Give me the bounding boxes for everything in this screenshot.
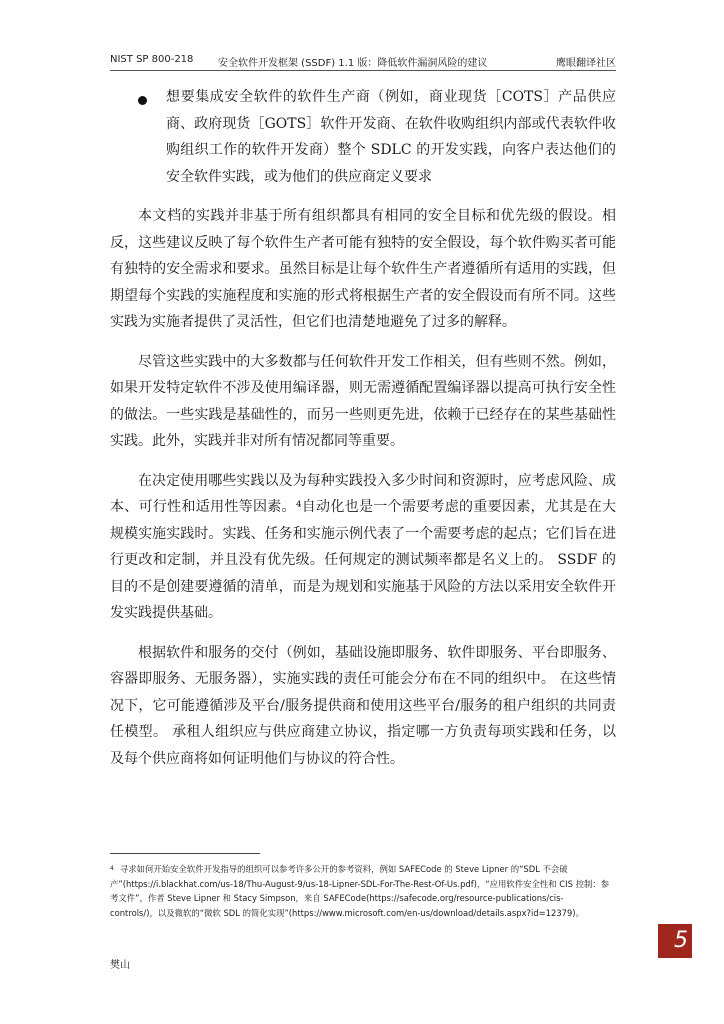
paragraph-2: 尽管这些实践中的大多数都与任何软件开发工作相关，但有些则不然。例如，如果开发特定软件不涉及使用编译器，则无需遵循配置编译器以提高可执行安全性的做法。一些实践是基础性的，而另一些则更先进，依赖于已经存在的某些基础性实践。此外，实践并非对所有情况都同等重要。 xyxy=(110,353,616,449)
footnote-marker: 4 xyxy=(110,865,114,872)
bullet-item xyxy=(110,84,616,190)
header-doc-id: NIST SP 800-218 xyxy=(110,54,194,65)
header-divider xyxy=(110,70,616,71)
footnote-divider xyxy=(110,853,260,854)
translator-name: 樊山 xyxy=(110,960,130,971)
footnote xyxy=(110,862,610,920)
header-doc-title: 安全软件开发框架 (SSDF) 1.1 版：降低软件漏洞风险的建议 xyxy=(218,58,488,69)
bullet-text: 想要集成安全软件的软件生产商（例如，商业现货［COTS］产品供应商、政府现货［GOTS］软件开发商、在软件收购组织内部或代表软件收购组织工作的软件开发商）整个 SDLC 的开发实践，向客户表达他们的安全软件实践，或为他们的供应商定义要求 xyxy=(166,89,616,185)
paragraph-4: 根据软件和服务的交付（例如，基础设施即服务、软件即服务、平台即服务、容器即服务、无服务器），实施实践的责任可能会分布在不同的组织中。 在这些情况下，它可能遵循涉及平台/服务提供商和使用这些平台/服务的租户组织的共同责任模型。 承租人组织应与供应商建立协议，指定哪一方负责每项实践和任务，以及每个供应商将如何证明他们与协议的符合性。 xyxy=(110,644,616,767)
header-publisher: 鹰眼翻译社区 xyxy=(556,58,616,69)
paragraph-1: 本文档的实践并非基于所有组织都具有相同的安全目标和优先级的假设。相反，这些建议反映了每个软件生产者可能有独特的安全假设，每个软件购买者可能有独特的安全需求和要求。虽然目标是让每个软件生产者遵循所有适用的实践，但期望每个实践的实施程度和实施的形式将根据生产者的安全假设而有所不同。这些实践为实施者提供了灵活性，但它们也清楚地避免了过多的解释。 xyxy=(110,208,616,330)
footnote-text: 寻求如何开始安全软件开发指导的组织可以参考许多公开的参考资料，例如 SAFECode 的 Steve Lipner 的“SDL 不会破产”(https://i.blackhat.com/us-18/Thu-August-9/us-18-Lipner-SDL-For-The-Rest-Of-Us.pdf)，“应用软件安全性和 CIS 控制：参考文件”，作者 Steve Lipner 和 Stacy Simpson，来自 SAFECode(https://safecode.org/resource-publications/cis-controls/)，以及微软的“微软 SDL 的简化实现”(https://www.microsoft.com/en-us/download/details.aspx?id=12379)。 xyxy=(110,864,610,918)
page-number-badge: 5 xyxy=(658,924,692,958)
page-header xyxy=(110,52,616,70)
main-content xyxy=(110,84,616,772)
bullet-dot-icon xyxy=(138,96,147,105)
paragraph-3: 在决定使用哪些实践以及为每种实践投入多少时间和资源时，应考虑风险、成本、可行性和适用性等因素。⁴自动化也是一个需要考虑的重要因素，尤其是在大规模实施实践时。实践、任务和实施示例代表了一个需要考虑的起点；它们旨在进行更改和定制，并且没有优先级。任何规定的测试频率都是名义上的。 SSDF 的目的不是创建要遵循的清单，而是为规划和实施基于风险的方法以采用安全软件开发实践提供基础。 xyxy=(110,472,616,621)
